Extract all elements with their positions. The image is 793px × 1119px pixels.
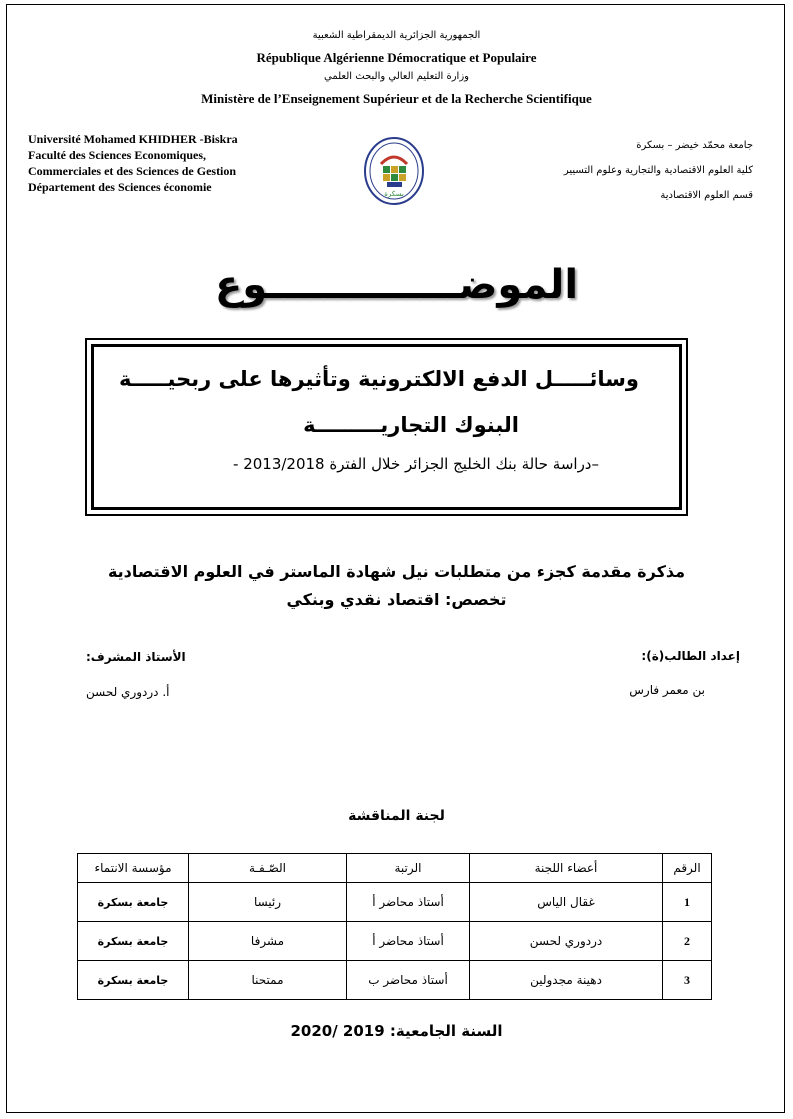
row-number: 1 — [663, 883, 712, 922]
table-row — [78, 922, 712, 961]
ministry-fr: Ministère de l’Enseignement Supérieur et de la Recherche Scientifique — [201, 91, 592, 106]
supervisor-name: أ. دردوري لحسن — [86, 685, 170, 699]
committee-table — [77, 853, 712, 1000]
member-institution: جامعة بسكرة — [78, 961, 189, 1000]
institution-fr — [28, 131, 238, 195]
row-number: 2 — [663, 922, 712, 961]
member-rank: أستاذ محاضر ب — [347, 961, 470, 1000]
member-name: دهينة مجدولين — [470, 961, 663, 1000]
member-role: مشرفا — [189, 922, 347, 961]
academic-year: السنة الجامعية: 2019 /2020 — [290, 1022, 503, 1040]
subject-heading: الموضــــــــــــــوع — [214, 262, 579, 308]
student-label: إعداد الطالب(ة): — [641, 649, 740, 663]
republic-fr: République Algérienne Démocratique et Populaire — [256, 50, 537, 65]
table-row — [78, 883, 712, 922]
row-number: 3 — [663, 961, 712, 1000]
faculty-fr: Faculté des Sciences Economiques, — [28, 148, 206, 162]
thesis-case-study: –دراسة حالة بنك الخليج الجزائر خلال الفترة 2013/2018 - — [233, 455, 599, 473]
logo-text: بسكرة — [384, 190, 404, 198]
ministry-ar: وزارة التعليم العالي والبحث العلمي — [324, 71, 469, 82]
member-institution: جامعة بسكرة — [78, 883, 189, 922]
table-header-row — [78, 854, 712, 883]
member-name: غقال الياس — [470, 883, 663, 922]
supervisor-label: الأستاذ المشرف: — [86, 650, 186, 664]
member-rank: أستاذ محاضر أ — [347, 922, 470, 961]
republic-ar: الجمهورية الجزائرية الديمقراطية الشعبية — [312, 30, 481, 41]
institution-ar — [564, 133, 753, 208]
thesis-title-line2: البنوك التجاريـــــــــة — [303, 413, 519, 437]
committee-title: لجنة المناقشة — [348, 808, 445, 824]
department-ar: قسم العلوم الاقتصادية — [660, 190, 753, 201]
university-logo-icon — [363, 136, 425, 206]
member-role: ممتحنا — [189, 961, 347, 1000]
university-ar: جامعة محمّد خيضر – بسكرة — [636, 140, 753, 151]
university-fr: Université Mohamed KHIDHER -Biskra — [28, 132, 238, 146]
member-name: دردوري لحسن — [470, 922, 663, 961]
member-role: رئيسا — [189, 883, 347, 922]
title-frame-inner — [91, 344, 682, 510]
faculty-ar: كلية العلوم الاقتصادية والتجارية وعلوم التسيير — [563, 165, 753, 176]
memo-specialty: تخصص: اقتصاد نقدي وبنكي — [286, 590, 507, 609]
memo-line1: مذكرة مقدمة كجزء من متطلبات نيل شهادة الماستر في العلوم الاقتصادية — [107, 562, 686, 581]
header-rank: الرتبة — [347, 854, 470, 883]
member-rank: أستاذ محاضر أ — [347, 883, 470, 922]
table-row — [78, 961, 712, 1000]
header-role: الصّـفـة — [189, 854, 347, 883]
faculty-fr-cont: Commerciales et des Sciences de Gestion — [28, 164, 237, 178]
member-institution: جامعة بسكرة — [78, 922, 189, 961]
header-number: الرقم — [663, 854, 712, 883]
department-fr: Département des Sciences économie — [28, 180, 212, 194]
header-institution: مؤسسة الانتماء — [78, 854, 189, 883]
header-members: أعضاء اللجنة — [470, 854, 663, 883]
title-frame — [85, 338, 688, 516]
student-name: بن معمر فارس — [629, 683, 705, 697]
thesis-title-line1: وسائـــــل الدفع الالكترونية وتأثيرها على ربحيـــــة — [118, 367, 639, 391]
